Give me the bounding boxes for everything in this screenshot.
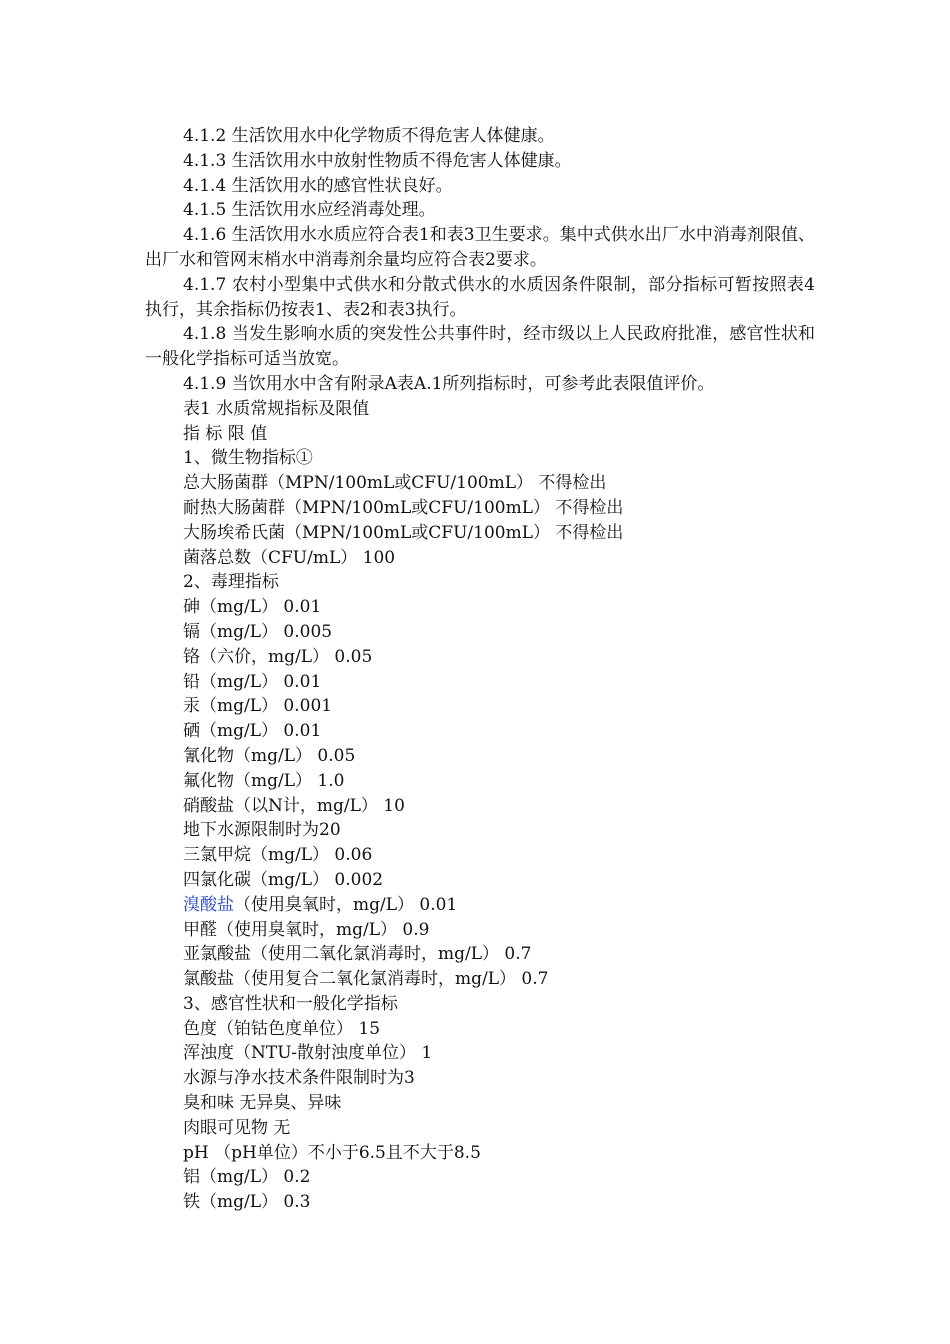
clause-4-1-5: 4.1.5 生活饮用水应经消毒处理。 [183, 200, 436, 221]
table-row: 总大肠菌群（MPN/100mL或CFU/100mL） 不得检出 [183, 473, 607, 494]
table-row: 镉（mg/L） 0.005 [183, 621, 333, 642]
table-row: pH （pH单位）不小于6.5且不大于8.5 [183, 1142, 481, 1163]
table-row: 铬（六价，mg/L） 0.05 [183, 646, 373, 667]
table-row: 汞（mg/L） 0.001 [183, 696, 333, 717]
bromate-detail: （使用臭氧时，mg/L） 0.01 [234, 894, 458, 915]
document-body [145, 124, 815, 1215]
table-row: 浑浊度（NTU-散射浊度单位） 1 [183, 1043, 433, 1064]
table-row: 臭和味 无异臭、异味 [183, 1093, 342, 1114]
table-row: 氯酸盐（使用复合二氧化氯消毒时，mg/L） 0.7 [183, 969, 549, 990]
table-row: 氰化物（mg/L） 0.05 [183, 745, 356, 766]
table-row: 水源与净水技术条件限制时为3 [183, 1068, 415, 1089]
section-heading: 1、微生物指标① [183, 448, 313, 469]
table-row: 甲醛（使用臭氧时，mg/L） 0.9 [183, 919, 430, 940]
table-row: 肉眼可见物 无 [183, 1117, 291, 1138]
table-row: 铝（mg/L） 0.2 [183, 1167, 311, 1188]
table-row: 色度（铂钴色度单位） 15 [183, 1018, 381, 1039]
table-row: 大肠埃希氏菌（MPN/100mL或CFU/100mL） 不得检出 [183, 522, 624, 543]
table-title: 表1 水质常规指标及限值 [183, 398, 370, 419]
table-row: 三氯甲烷（mg/L） 0.06 [183, 845, 373, 866]
clause-4-1-8: 4.1.8 当发生影响水质的突发性公共事件时，经市级以上人民政府批准，感官性状和一般化学指标可适当放宽。 [145, 324, 815, 370]
table-row [145, 893, 815, 918]
table-header: 指 标 限 值 [183, 423, 268, 444]
table-row: 耐热大肠菌群（MPN/100mL或CFU/100mL） 不得检出 [183, 497, 624, 518]
clause-4-1-9: 4.1.9 当饮用水中含有附录A表A.1所列指标时，可参考此表限值评价。 [183, 373, 715, 394]
table-row: 铅（mg/L） 0.01 [183, 671, 322, 692]
bromate-link[interactable]: 溴酸盐 [183, 894, 234, 915]
table-row: 砷（mg/L） 0.01 [183, 597, 322, 618]
clause-4-1-6: 4.1.6 生活饮用水水质应符合表1和表3卫生要求。集中式供水出厂水中消毒剂限值、出厂水和管网末梢水中消毒剂余量均应符合表2要求。 [145, 225, 815, 270]
table-row: 铁（mg/L） 0.3 [183, 1192, 311, 1213]
clause-4-1-3: 4.1.3 生活饮用水中放射性物质不得危害人体健康。 [183, 150, 572, 171]
table-row: 地下水源限制时为20 [183, 820, 341, 841]
table-row: 四氯化碳（mg/L） 0.002 [183, 869, 384, 890]
clause-4-1-7: 4.1.7 农村小型集中式供水和分散式供水的水质因条件限制，部分指标可暂按照表4执行，其余指标仍按表1、表2和表3执行。 [145, 274, 815, 320]
clause-4-1-4: 4.1.4 生活饮用水的感官性状良好。 [183, 175, 453, 196]
section-heading: 3、感官性状和一般化学指标 [183, 993, 398, 1014]
table-row: 氟化物（mg/L） 1.0 [183, 770, 345, 791]
table-row: 菌落总数（CFU/mL） 100 [183, 547, 396, 568]
clause-4-1-2: 4.1.2 生活饮用水中化学物质不得危害人体健康。 [183, 126, 555, 146]
table-row: 亚氯酸盐（使用二氧化氯消毒时，mg/L） 0.7 [183, 944, 532, 965]
table-row: 硒（mg/L） 0.01 [183, 721, 322, 742]
section-heading: 2、毒理指标 [183, 572, 279, 593]
table-row: 硝酸盐（以N计，mg/L） 10 [183, 795, 405, 816]
